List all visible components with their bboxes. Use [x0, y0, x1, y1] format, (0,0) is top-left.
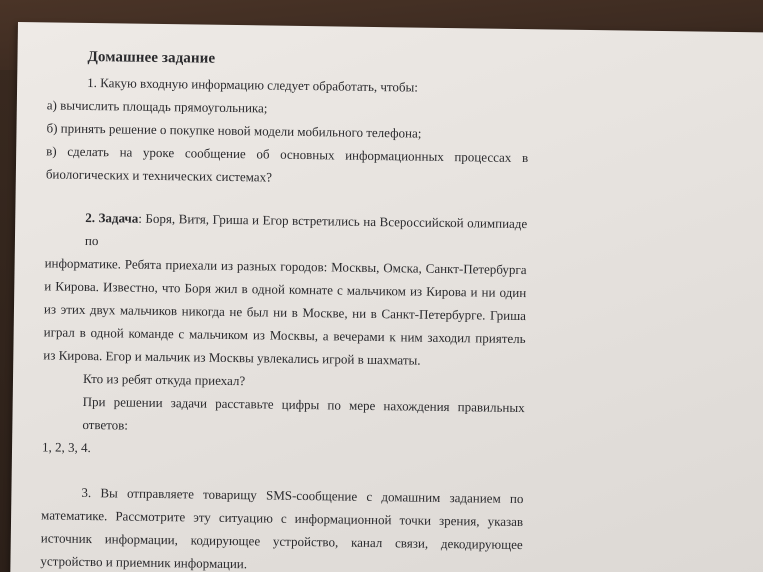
- task1-item-c-continued: биологических и технических системах?: [45, 166, 273, 185]
- task2-instruction-continued: 1, 2, 3, 4.: [41, 439, 91, 456]
- task3-line: источник информации, кодирующее устройство, канал связи, декодирующее: [40, 530, 523, 553]
- task2-line: и Кирова. Известно, что Боря жил в одной комнате с мальчиком из Кирова и ни один: [44, 278, 527, 301]
- task2-instruction: При решении задачи расставьте цифры по мере нахождения правильных ответов:: [82, 393, 525, 433]
- task1-item-b: б) принять решение о покупке новой модели мобильного телефона;: [46, 120, 422, 141]
- task3-line: устройство и приемник информации.: [40, 553, 248, 572]
- task2-line: из этих двух мальчиков никогда не был ни в Москве, ни в Санкт-Петербурге. Гриша: [43, 301, 527, 324]
- task2-label: 2. Задача: [85, 209, 139, 226]
- task1-item-c: в) сделать на уроке сообщение об основных информационных процессах в: [46, 143, 529, 166]
- task2-line: информатике. Ребята приехали из разных городов: Москвы, Омска, Санкт-Петербурга: [44, 255, 527, 278]
- document-title: Домашнее задание: [87, 48, 216, 67]
- task2-line: из Кирова. Егор и мальчик из Москвы увлекались игрой в шахматы.: [43, 347, 421, 368]
- paper-sheet: [10, 22, 763, 572]
- task1-question: 1. Какую входную информацию следует обработать, чтобы:: [87, 74, 419, 95]
- task2-line: играл в одной команде с мальчиком из Москвы, а вечерами к ним заходил приятель: [43, 324, 526, 347]
- task2-first-line: [45, 205, 528, 258]
- task2-question: Кто из ребят откуда приехал?: [82, 370, 246, 389]
- task1-item-a: а) вычислить площадь прямоугольника;: [46, 97, 268, 116]
- task2-first-line-text: : Боря, Витя, Гриша и Егор встретились на Всероссийской олимпиаде по: [84, 210, 528, 249]
- document-content: [40, 48, 529, 572]
- task3-line: 3. Вы отправляете товарищу SMS-сообщение с домашним заданием по: [81, 484, 524, 507]
- task3-line: математике. Рассмотрите эту ситуацию с информационной точки зрения, указав: [41, 507, 524, 530]
